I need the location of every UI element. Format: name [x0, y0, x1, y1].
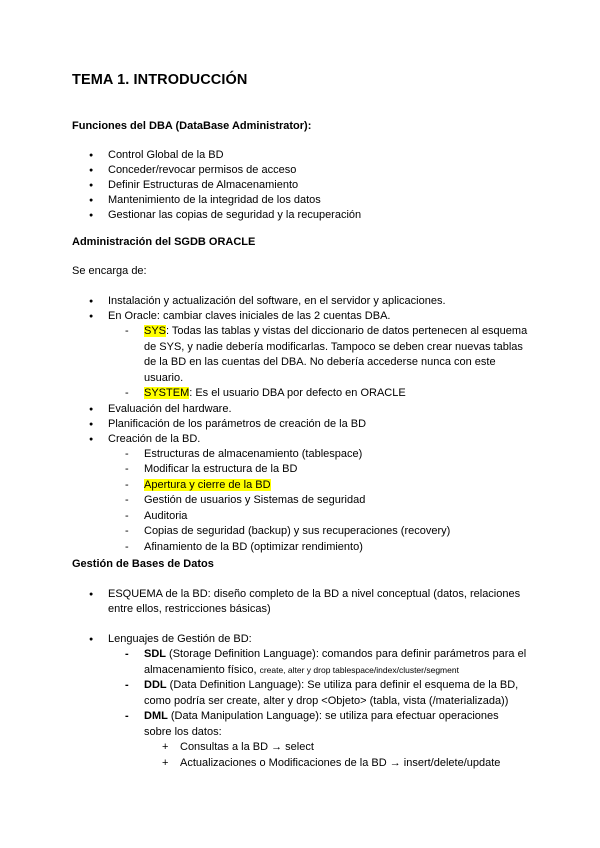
dml-item-text: Actualizaciones o Modificaciones de la BD → insert/delete/update: [180, 756, 501, 769]
dash-marker: -: [125, 648, 129, 660]
sublist-item-text: Gestión de usuarios y Sistemas de seguridad: [144, 494, 366, 506]
list-item: ● Planificación de los parámetros de creación de la BD: [72, 417, 542, 432]
list-item: ● Control Global de la BD: [72, 148, 542, 163]
creation-sublist: [108, 447, 542, 556]
highlight-apertura: Apertura y cierre de la BD: [144, 478, 271, 491]
sublist-item-ddl: [108, 678, 542, 709]
list-item: ● Evaluación del hardware.: [72, 402, 542, 417]
dml-label: DML: [144, 710, 168, 722]
list-item: ● Definir Estructuras de Almacenamiento: [72, 178, 542, 193]
highlight-sys: SYS: [144, 325, 167, 337]
sublist-item: [108, 478, 542, 494]
sublist-item-sdl: [108, 647, 542, 678]
dash-marker: -: [125, 679, 129, 691]
system-description: : Es el usuario DBA por defecto en ORACLE: [189, 387, 406, 399]
section-heading-dba: Funciones del DBA (DataBase Administrator):: [72, 120, 312, 132]
sys-description: : Todas las tablas y vistas del diccionario de datos pertenecen al esquema de SYS, y nadie debería modificarlas. Tampoco se deben crear nuevas tablas de la BD en las cuentas del DBA. No debería accederse nunca con este usuario.: [144, 325, 528, 384]
sublist-item: [108, 509, 542, 525]
ddl-label: DDL: [144, 679, 167, 691]
sdl-commands: create, alter y drop tablespace/index/cluster/segment: [259, 664, 459, 675]
dml-sublist: [144, 740, 522, 771]
list-item: ● Gestionar las copias de seguridad y la recuperación: [72, 208, 542, 223]
list-item-text: Creación de la BD.: [108, 432, 201, 445]
dml-item: [144, 740, 522, 756]
dash-marker: -: [125, 494, 129, 506]
dash-marker: -: [125, 447, 129, 460]
accounts-sublist: [108, 324, 542, 402]
sublist-item-text: Afinamiento de la BD (optimizar rendimiento): [144, 540, 363, 553]
sdl-label: SDL: [144, 648, 166, 660]
list-item: ● Instalación y actualización del software, en el servidor y aplicaciones.: [72, 294, 542, 309]
sublist-item: [108, 540, 542, 556]
oracle-admin-list: [72, 294, 542, 555]
highlight-system: SYSTEM: [144, 387, 190, 399]
list-item: [72, 309, 542, 402]
sdl-description: (Storage Definition Language): comandos para definir parámetros para el almacenamiento físico,: [144, 648, 527, 676]
sublist-item: [108, 524, 542, 540]
sublist-item-system: [108, 386, 542, 402]
sublist-item-text: Auditoria: [144, 509, 188, 522]
sublist-item: [108, 447, 542, 463]
dash-marker: -: [125, 478, 129, 491]
list-item: [72, 432, 542, 556]
list-item-text: Lenguajes de Gestión de BD:: [108, 633, 252, 645]
section-heading-oracle: Administración del SGDB ORACLE: [72, 236, 256, 248]
list-item: [72, 632, 542, 771]
sublist-item-text: Copias de seguridad (backup) y sus recuperaciones (recovery): [144, 525, 451, 537]
dash-marker: -: [125, 525, 129, 537]
dash-marker: -: [125, 325, 129, 337]
dash-marker: -: [125, 540, 129, 553]
plus-marker: +: [162, 741, 169, 753]
dba-functions-list: [72, 148, 542, 223]
dash-marker: -: [125, 509, 129, 522]
sublist-item: [108, 462, 542, 478]
intro-text: Se encarga de:: [72, 265, 147, 277]
list-item: ● Conceder/revocar permisos de acceso: [72, 163, 542, 178]
plus-marker: +: [162, 756, 169, 769]
section-heading-gestion: Gestión de Bases de Datos: [72, 558, 214, 570]
list-item: ● Mantenimiento de la integridad de los datos: [72, 193, 542, 208]
sublist-item-text: Estructuras de almacenamiento (tablespace): [144, 447, 363, 460]
sublist-item-sys: [108, 324, 542, 386]
dash-marker: -: [125, 710, 129, 722]
languages-sublist: [108, 647, 542, 771]
list-item: ● ESQUEMA de la BD: diseño completo de la BD a nivel conceptual (datos, relaciones entre ellos, restricciones básicas): [72, 587, 542, 617]
sublist-item-dml: [108, 709, 542, 771]
dml-description: (Data Manipulation Language): se utiliza para efectuar operaciones sobre los datos:: [144, 710, 499, 738]
dash-marker: -: [125, 463, 129, 475]
list-item-text: En Oracle: cambiar claves iniciales de las 2 cuentas DBA.: [108, 310, 391, 322]
ddl-description: (Data Definition Language): Se utiliza para definir el esquema de la BD, como podría ser create, alter y drop <Objeto> (tabla, vista (/materializada)): [144, 679, 519, 707]
dml-item-text: Consultas a la BD → select: [180, 741, 314, 753]
dash-marker: -: [125, 387, 129, 399]
page-title: TEMA 1. INTRODUCCIÓN: [72, 72, 248, 88]
lenguajes-list: [72, 632, 542, 771]
sublist-item: [108, 493, 542, 509]
esquema-list: [72, 587, 542, 617]
sublist-item-text: Modificar la estructura de la BD: [144, 463, 298, 475]
dml-item: [144, 756, 522, 772]
